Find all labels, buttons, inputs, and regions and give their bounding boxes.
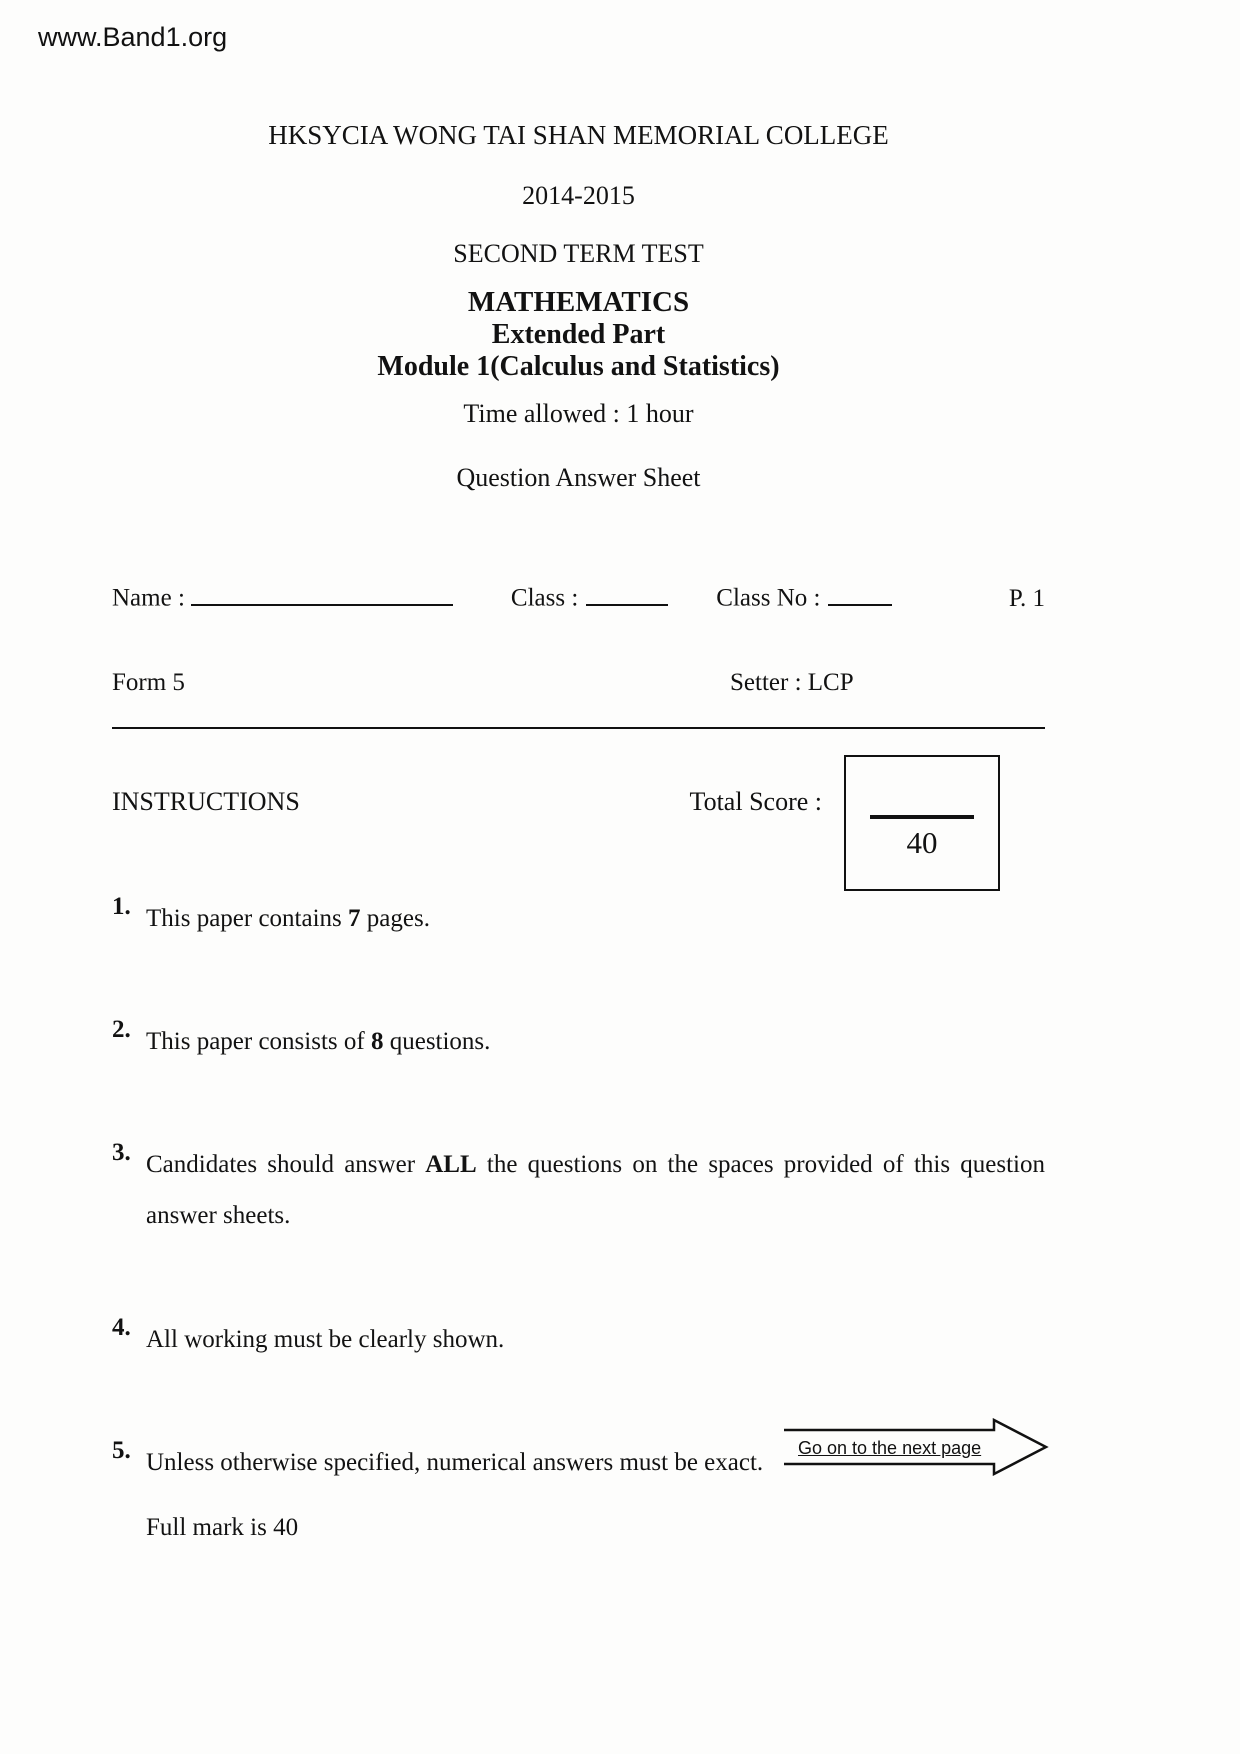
item-2-number: 2. xyxy=(112,1015,131,1043)
item-3-text xyxy=(146,1139,1045,1242)
score-blank-line xyxy=(870,815,974,819)
student-info-row xyxy=(112,579,1045,612)
item-5-extra: Full mark is 40 xyxy=(146,1514,299,1542)
class-blank xyxy=(586,579,668,605)
item-1-post: pages. xyxy=(360,904,430,932)
item-4-number: 4. xyxy=(112,1313,131,1341)
page-content xyxy=(112,120,1045,1553)
subject-title: MATHEMATICS xyxy=(467,286,690,318)
name-blank xyxy=(191,579,453,605)
setter-label: Setter : LCP xyxy=(730,668,854,696)
instruction-item-3 xyxy=(112,1139,1045,1242)
item-2-bold: 8 xyxy=(370,1027,384,1055)
class-no-label: Class No : xyxy=(716,584,821,612)
item-5-number: 5. xyxy=(112,1436,131,1464)
subject-part: Extended Part xyxy=(491,318,666,350)
score-denominator: 40 xyxy=(906,824,938,860)
form-label: Form 5 xyxy=(112,668,185,696)
class-no-blank xyxy=(828,579,892,605)
class-label: Class : xyxy=(510,584,579,612)
instructions-title: INSTRUCTIONS xyxy=(112,786,300,816)
total-score-box xyxy=(844,755,1000,891)
instruction-item-2 xyxy=(112,1016,1045,1067)
item-1-bold: 7 xyxy=(348,904,361,932)
test-title: SECOND TERM TEST xyxy=(453,239,704,268)
item-5-pre: Unless otherwise specified, numerical answers must be exact. xyxy=(146,1448,764,1476)
item-1-pre: This paper contains xyxy=(146,904,349,932)
item-3-pre: Candidates should answer xyxy=(146,1151,426,1179)
name-field xyxy=(112,579,453,612)
item-3-number: 3. xyxy=(112,1139,131,1167)
item-3-post: the questions on the spaces provided of this question answer sheets. xyxy=(146,1151,1046,1230)
school-name: HKSYCIA WONG TAI SHAN MEMORIAL COLLEGE xyxy=(268,120,889,150)
next-page-label: Go on to the next page xyxy=(798,1438,982,1458)
site-watermark: www.Band1.org xyxy=(38,22,228,52)
total-score-label: Total Score : xyxy=(689,786,822,816)
instruction-item-4 xyxy=(112,1314,1045,1365)
academic-year: 2014-2015 xyxy=(522,181,635,210)
form-row xyxy=(112,669,1045,697)
item-2-text xyxy=(146,1016,1045,1067)
instructions-header-row xyxy=(112,755,1045,891)
name-label: Name : xyxy=(112,584,185,612)
item-4-pre: All working must be clearly shown. xyxy=(146,1325,505,1353)
module-title: Module 1(Calculus and Statistics) xyxy=(377,351,780,383)
item-2-pre: This paper consists of xyxy=(146,1027,371,1055)
time-allowed: Time allowed : 1 hour xyxy=(463,399,694,429)
item-1-number: 1. xyxy=(112,892,131,920)
item-3-bold: ALL xyxy=(425,1151,477,1179)
instruction-item-1 xyxy=(112,893,1045,944)
page-number: P. 1 xyxy=(1008,584,1045,612)
sheet-title: Question Answer Sheet xyxy=(456,463,701,493)
go-to-next-page-marker xyxy=(782,1418,1050,1476)
class-field xyxy=(511,579,668,612)
class-no-field xyxy=(716,579,892,612)
item-4-text xyxy=(146,1314,1045,1365)
horizontal-divider xyxy=(112,727,1045,729)
item-1-text xyxy=(146,893,1045,944)
item-2-post: questions. xyxy=(383,1027,491,1055)
